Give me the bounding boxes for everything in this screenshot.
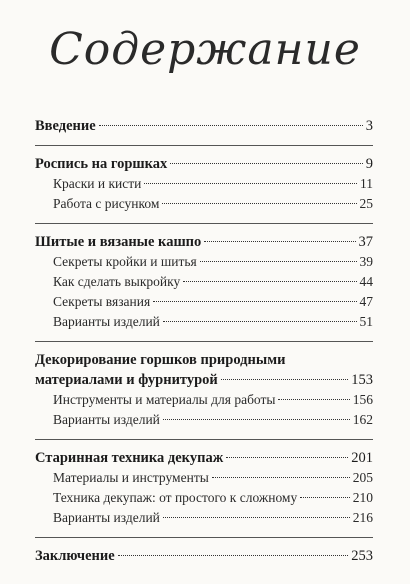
page-number: 39 bbox=[359, 254, 373, 269]
chapter-label: Введение bbox=[35, 118, 96, 134]
page-title: Содержание bbox=[49, 24, 361, 75]
toc-item[interactable] bbox=[35, 272, 373, 292]
page-number: 253 bbox=[351, 548, 373, 564]
section-divider bbox=[35, 341, 373, 342]
toc-item[interactable] bbox=[35, 312, 373, 332]
dot-leader bbox=[226, 457, 348, 458]
toc-item[interactable] bbox=[35, 410, 373, 430]
dot-leader bbox=[163, 419, 350, 420]
toc-item[interactable] bbox=[35, 468, 373, 488]
chapter-label: Роспись на горшках bbox=[35, 156, 168, 172]
dot-leader bbox=[118, 555, 349, 556]
dot-leader bbox=[162, 203, 356, 204]
page-number: 210 bbox=[352, 490, 373, 505]
chapter-label-line2-row bbox=[35, 370, 373, 390]
toc-chapter-sewn-knitted[interactable] bbox=[35, 232, 373, 252]
toc-item[interactable] bbox=[35, 292, 373, 312]
dot-leader bbox=[221, 379, 348, 380]
section-divider bbox=[35, 145, 373, 146]
toc-chapter-painting[interactable] bbox=[35, 154, 373, 174]
page-number: 9 bbox=[365, 156, 373, 172]
toc-chapter-conclusion[interactable] bbox=[35, 546, 373, 566]
chapter-label-line2: материалами и фурнитурой bbox=[35, 372, 218, 388]
chapter-label: Заключение bbox=[35, 548, 115, 564]
dot-leader bbox=[170, 163, 362, 164]
section-divider bbox=[35, 439, 373, 440]
item-label: Инструменты и материалы для работы bbox=[53, 392, 276, 407]
item-label: Материалы и инструменты bbox=[53, 470, 209, 485]
page-number: 11 bbox=[360, 176, 373, 191]
dot-leader bbox=[144, 183, 357, 184]
item-label: Техника декупаж: от простого к сложному bbox=[53, 490, 298, 505]
section-divider bbox=[35, 537, 373, 538]
dot-leader bbox=[163, 517, 350, 518]
chapter-label: Старинная техника декупаж bbox=[35, 450, 224, 466]
table-of-contents bbox=[35, 116, 373, 566]
dot-leader bbox=[212, 477, 350, 478]
page-number: 153 bbox=[351, 372, 373, 388]
item-label: Работа с рисунком bbox=[53, 196, 160, 211]
toc-chapter-decoupage[interactable] bbox=[35, 448, 373, 468]
item-label: Секреты вязания bbox=[53, 294, 151, 309]
page-number: 25 bbox=[359, 196, 373, 211]
chapter-label-line1: Декорирование горшков природными bbox=[35, 352, 286, 368]
page-number: 51 bbox=[359, 314, 373, 329]
toc-item[interactable] bbox=[35, 194, 373, 214]
dot-leader bbox=[204, 241, 355, 242]
page-number: 47 bbox=[359, 294, 373, 309]
toc-item[interactable] bbox=[35, 252, 373, 272]
item-label: Варианты изделий bbox=[53, 314, 160, 329]
dot-leader bbox=[153, 301, 356, 302]
page-number: 205 bbox=[352, 470, 373, 485]
item-label: Варианты изделий bbox=[53, 510, 160, 525]
item-label: Как сделать выкройку bbox=[53, 274, 181, 289]
page-number: 44 bbox=[359, 274, 373, 289]
page-number: 162 bbox=[352, 412, 373, 427]
section-divider bbox=[35, 223, 373, 224]
item-label: Секреты кройки и шитья bbox=[53, 254, 197, 269]
toc-chapter-natural-materials[interactable] bbox=[35, 350, 373, 390]
page-number: 216 bbox=[352, 510, 373, 525]
item-label: Варианты изделий bbox=[53, 412, 160, 427]
dot-leader bbox=[183, 281, 356, 282]
dot-leader bbox=[278, 399, 349, 400]
toc-item[interactable] bbox=[35, 488, 373, 508]
item-label: Краски и кисти bbox=[53, 176, 142, 191]
dot-leader bbox=[163, 321, 357, 322]
toc-item[interactable] bbox=[35, 508, 373, 528]
toc-chapter-introduction[interactable] bbox=[35, 116, 373, 136]
page-number: 37 bbox=[358, 234, 373, 250]
page-number: 201 bbox=[351, 450, 373, 466]
toc-item[interactable] bbox=[35, 390, 373, 410]
page-number: 3 bbox=[365, 118, 373, 134]
toc-item[interactable] bbox=[35, 174, 373, 194]
dot-leader bbox=[99, 125, 363, 126]
chapter-label: Шитые и вязаные кашпо bbox=[35, 234, 202, 250]
dot-leader bbox=[200, 261, 357, 262]
page-number: 156 bbox=[352, 392, 373, 407]
dot-leader bbox=[300, 497, 350, 498]
